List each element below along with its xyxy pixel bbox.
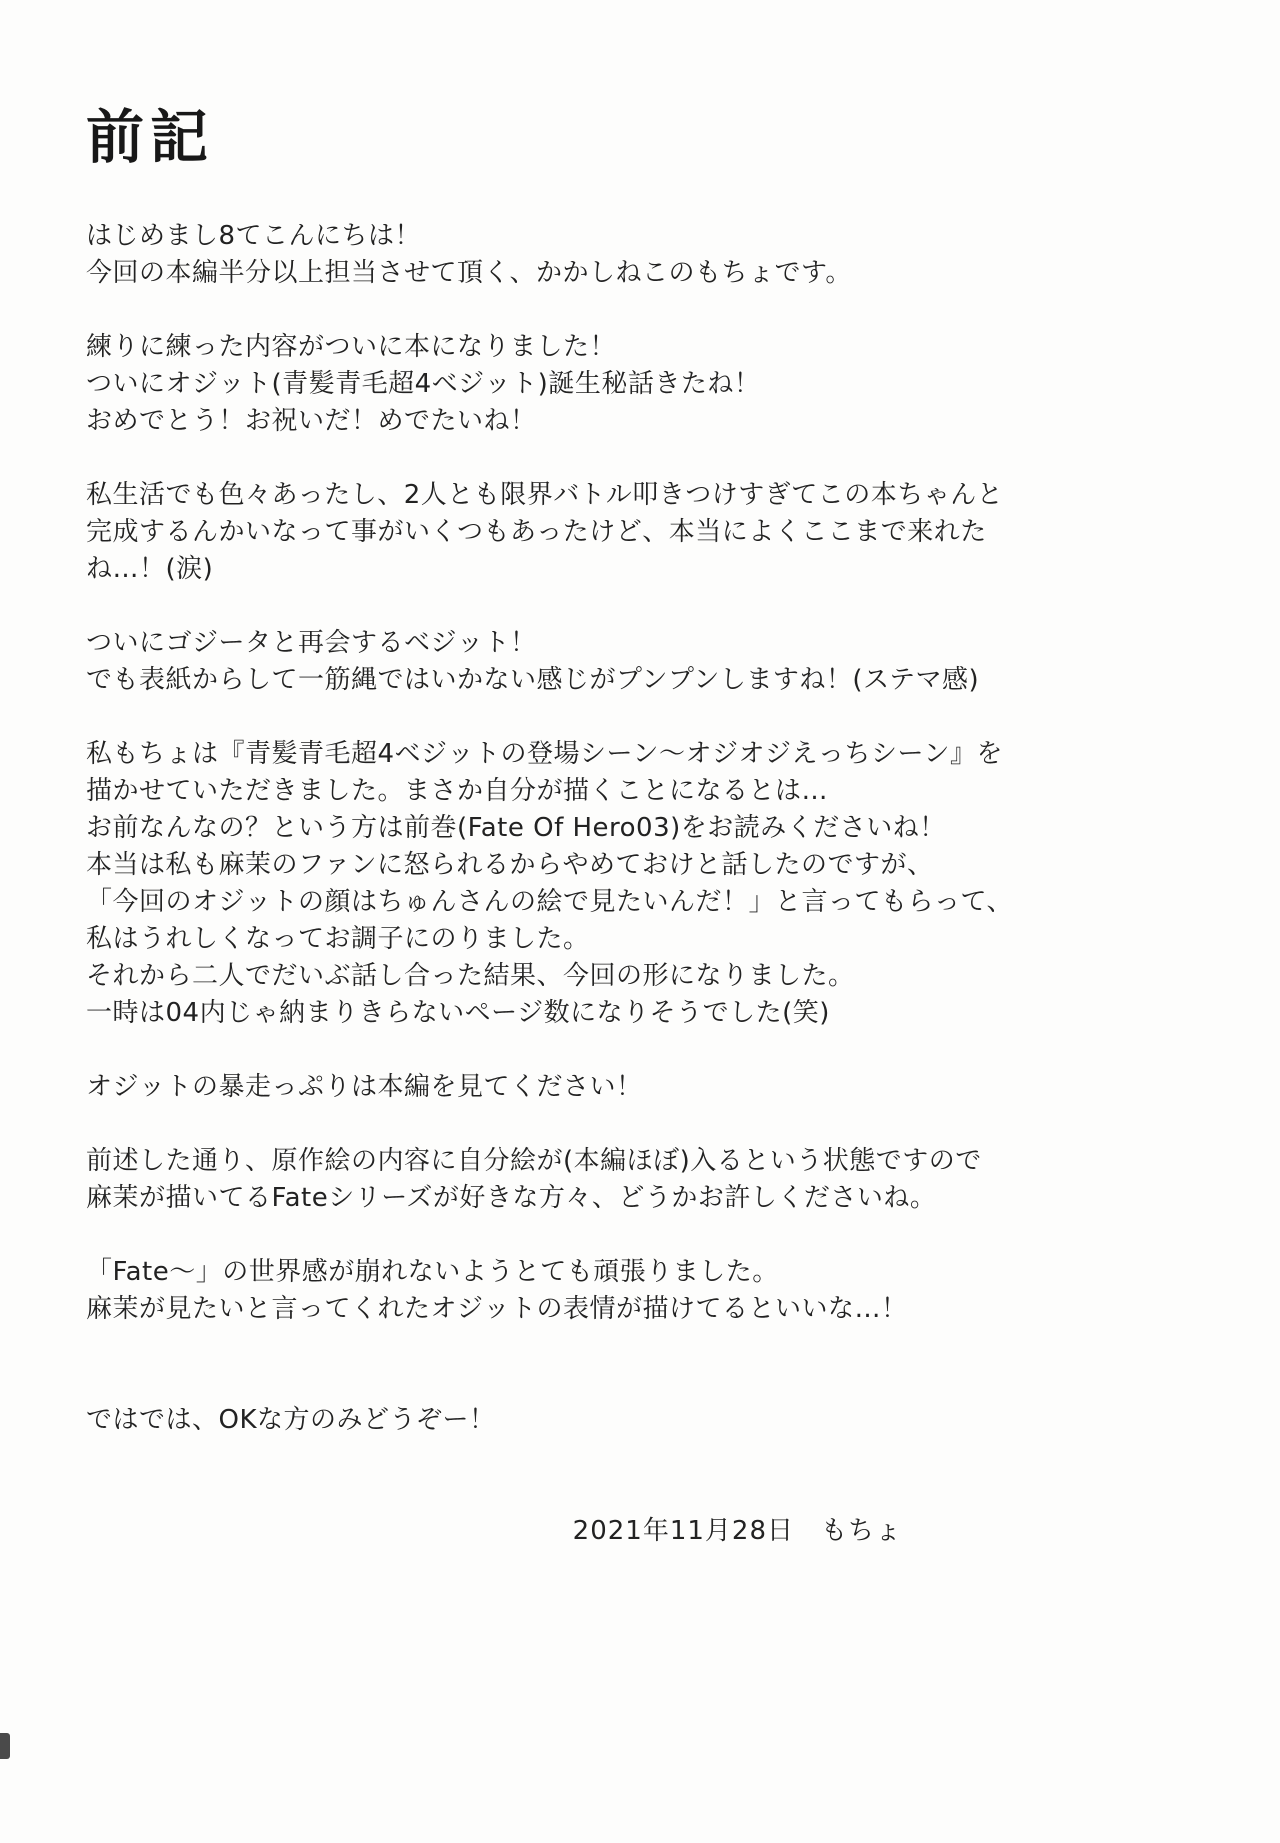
text-line: ついにオジット(青髪青毛超4ベジット)誕生秘話きたね！ — [86, 368, 761, 399]
text-line: 一時は04内じゃ納まりきらないページ数になりそうでした(笑) — [86, 997, 830, 1028]
text-line: 「今回のオジットの顔はちゅんさんの絵で見たいんだ！」と言ってもらって、 — [86, 886, 1013, 917]
text-line: 麻茉が見たいと言ってくれたオジットの表情が描けてるといいな…！ — [86, 1293, 908, 1324]
text-line: 私生活でも色々あったし、2人とも限界バトル叩きつけすぎてこの本ちゃんと — [86, 479, 1004, 510]
text-line: はじめまし8てこんにちは！ — [86, 220, 422, 251]
text-line: 「Fate～」の世界感が崩れないようとても頑張りました。 — [86, 1256, 779, 1287]
paragraph-art-credit — [86, 736, 1230, 1032]
text-line: オジットの暴走っぷりは本編を見てください！ — [86, 1071, 643, 1102]
text-line: 前述した通り、原作絵の内容に自分絵が(本編ほぼ)入るという状態ですので — [86, 1145, 982, 1176]
text-line: 練りに練った内容がついに本になりました！ — [86, 331, 617, 362]
text-line: 描かせていただきました。まさか自分が描くことになるとは… — [86, 775, 829, 806]
text-line: 本当は私も麻茉のファンに怒られるからやめておけと話したのですが、 — [86, 849, 934, 880]
text-line: ね…！(涙) — [86, 553, 214, 584]
date-signature: 2021年11月28日 もちょ — [572, 1515, 902, 1546]
paragraph-effort — [86, 1254, 1230, 1328]
paragraph-closing — [86, 1402, 1230, 1439]
text-line: 今回の本編半分以上担当させて頂く、かかしねこのもちょです。 — [86, 257, 852, 288]
text-line: 麻茉が描いてるFateシリーズが好きな方々、どうかお許しくださいね。 — [86, 1182, 937, 1213]
text-line: ついにゴジータと再会するベジット！ — [86, 627, 537, 658]
paragraph-book-announcement — [86, 329, 1230, 440]
text-line: でも表紙からして一筋縄ではいかない感じがプンプンしますね！(ステマ感) — [86, 664, 980, 695]
paragraph-rampage — [86, 1069, 1230, 1106]
paragraph-reunion — [86, 625, 1230, 699]
paragraph-private-life — [86, 477, 1230, 588]
page-title: 前記 — [86, 103, 215, 171]
text-line: 私はうれしくなってお調子にのりました。 — [86, 923, 590, 954]
paragraph-greeting — [86, 218, 1230, 292]
text-line: ではでは、OKな方のみどうぞー！ — [86, 1404, 496, 1435]
text-line: お前なんなの？という方は前巻(Fate Of Hero03)をお読みくださいね！ — [86, 812, 946, 843]
text-line: 完成するんかいなって事がいくつもあったけど、本当によくここまで来れた — [86, 516, 987, 547]
paragraph-apology — [86, 1143, 1230, 1217]
text-line: 私もちょは『青髪青毛超4ベジットの登場シーン～オジオジえっちシーン』を — [86, 738, 1004, 769]
scan-edge-artifact — [0, 1733, 10, 1759]
text-line: おめでとう！お祝いだ！めでたいね！ — [86, 405, 537, 436]
text-line: それから二人でだいぶ話し合った結果、今回の形になりました。 — [86, 960, 855, 991]
